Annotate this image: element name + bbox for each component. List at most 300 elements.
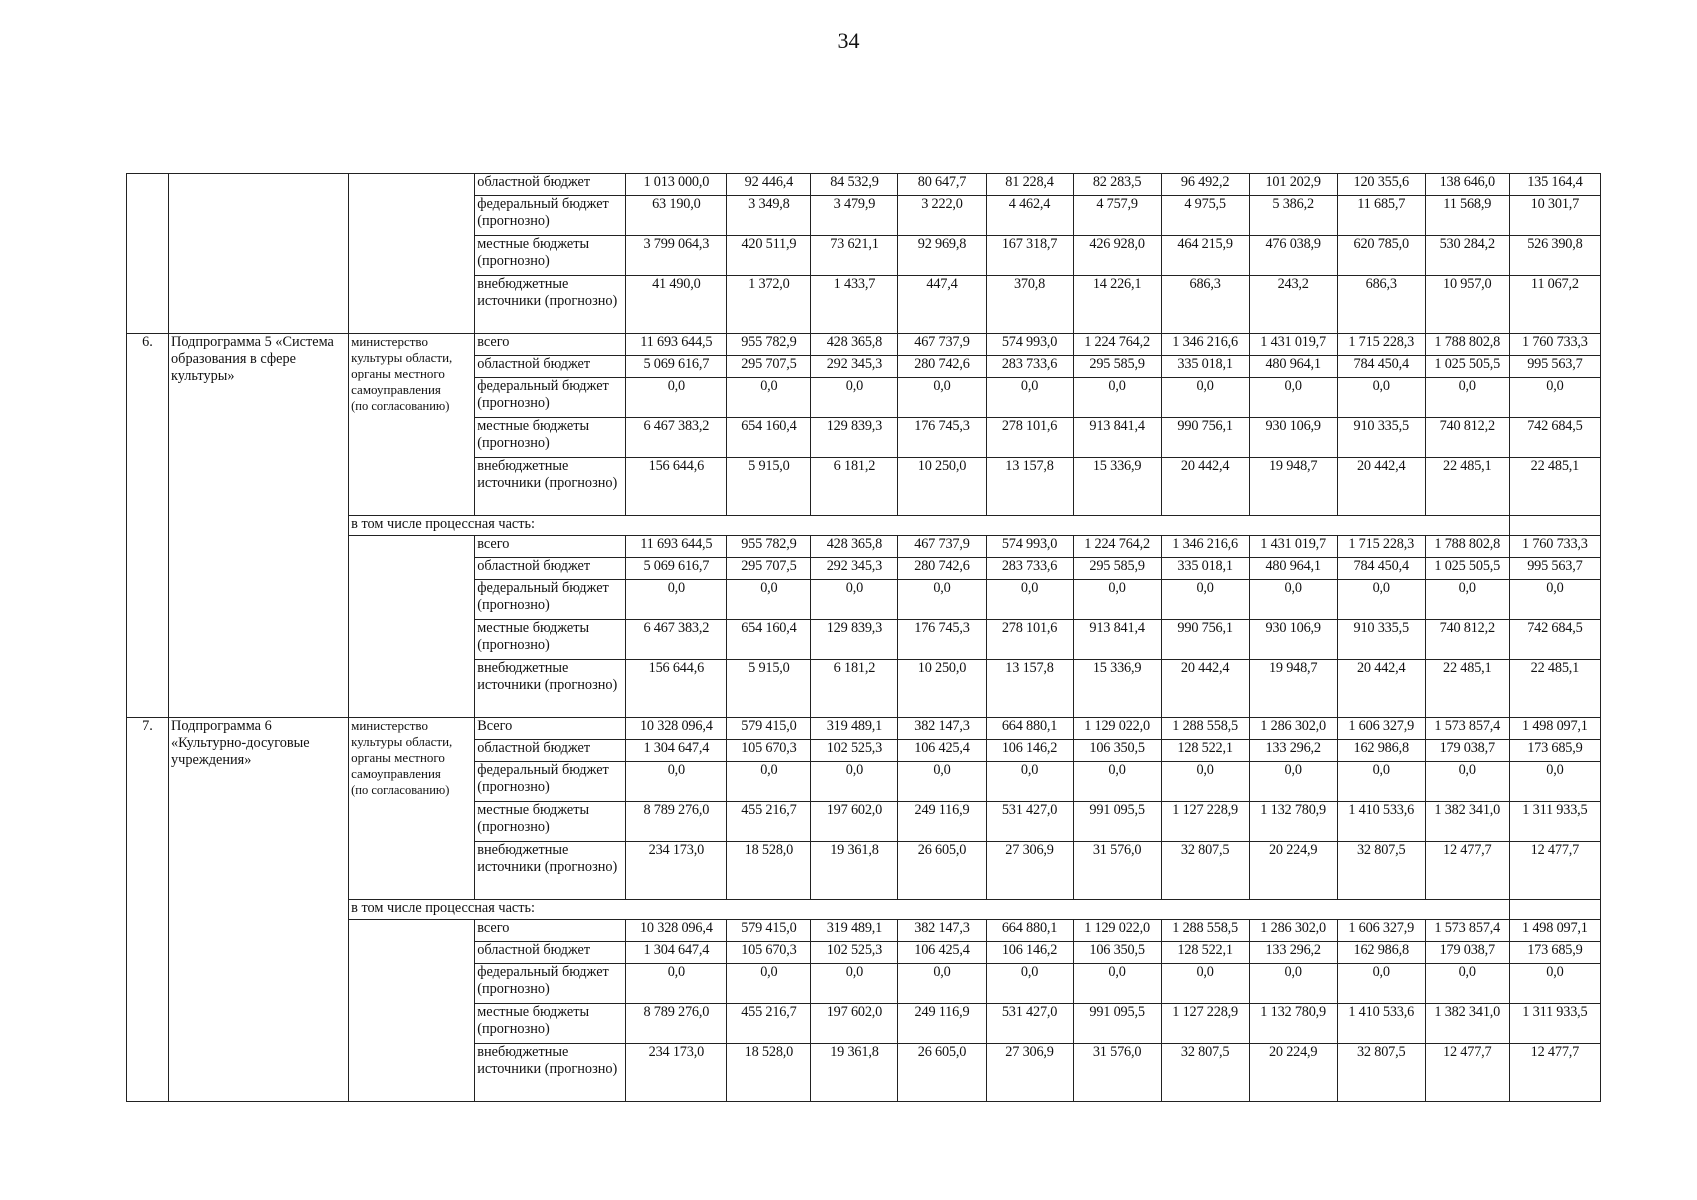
amount-cell: 1 498 097,1: [1509, 920, 1600, 942]
amount-cell: 18 528,0: [727, 1044, 811, 1102]
amount-cell: 133 296,2: [1249, 942, 1337, 964]
amount-cell: 455 216,7: [727, 802, 811, 842]
amount-cell: 0,0: [727, 378, 811, 418]
amount-cell: 1 025 505,5: [1425, 558, 1509, 580]
amount-cell: 12 477,7: [1509, 842, 1600, 900]
number-cell: [127, 174, 169, 334]
amount-cell: 1 132 780,9: [1249, 1004, 1337, 1044]
amount-cell: 31 576,0: [1073, 842, 1161, 900]
amount-cell: 1 606 327,9: [1337, 920, 1425, 942]
amount-cell: 0,0: [1509, 964, 1600, 1004]
amount-cell: 19 361,8: [811, 842, 898, 900]
amount-cell: 0,0: [626, 580, 727, 620]
amount-cell: 14 226,1: [1073, 276, 1161, 334]
funding-source-label: областной бюджет: [475, 740, 626, 762]
amount-cell: 129 839,3: [811, 620, 898, 660]
amount-cell: 0,0: [1425, 762, 1509, 802]
amount-cell: 1 025 505,5: [1425, 356, 1509, 378]
amount-cell: 12 477,7: [1425, 842, 1509, 900]
amount-cell: 8 789 276,0: [626, 1004, 727, 1044]
amount-cell: 420 511,9: [727, 236, 811, 276]
amount-cell: 1 132 780,9: [1249, 802, 1337, 842]
amount-cell: 476 038,9: [1249, 236, 1337, 276]
amount-cell: 27 306,9: [986, 842, 1073, 900]
budget-table: [126, 173, 1601, 1102]
amount-cell: 740 812,2: [1425, 418, 1509, 458]
amount-cell: 106 350,5: [1073, 942, 1161, 964]
amount-cell: 5 069 616,7: [626, 558, 727, 580]
amount-cell: 0,0: [1509, 580, 1600, 620]
amount-cell: 106 146,2: [986, 942, 1073, 964]
amount-cell: 990 756,1: [1161, 418, 1249, 458]
amount-cell: 278 101,6: [986, 418, 1073, 458]
amount-cell: 280 742,6: [898, 356, 986, 378]
amount-cell: 8 789 276,0: [626, 802, 727, 842]
amount-cell: 128 522,1: [1161, 942, 1249, 964]
amount-cell: 32 807,5: [1337, 842, 1425, 900]
amount-cell: 0,0: [898, 378, 986, 418]
amount-cell: 0,0: [1249, 580, 1337, 620]
amount-cell: 382 147,3: [898, 920, 986, 942]
amount-cell: 0,0: [727, 762, 811, 802]
amount-cell: 80 647,7: [898, 174, 986, 196]
funding-source-label: внебюджетные источники (прогнозно): [475, 1044, 626, 1102]
amount-cell: 0,0: [811, 762, 898, 802]
amount-cell: 0,0: [986, 580, 1073, 620]
amount-cell: 447,4: [898, 276, 986, 334]
funding-source-label: федеральный бюджет (прогнозно): [475, 762, 626, 802]
amount-cell: 1 431 019,7: [1249, 536, 1337, 558]
amount-cell: 1 606 327,9: [1337, 718, 1425, 740]
amount-cell: 15 336,9: [1073, 458, 1161, 516]
amount-cell: 930 106,9: [1249, 418, 1337, 458]
amount-cell: 319 489,1: [811, 920, 898, 942]
amount-cell: 128 522,1: [1161, 740, 1249, 762]
amount-cell: 0,0: [811, 378, 898, 418]
funding-source-label: местные бюджеты (прогнозно): [475, 620, 626, 660]
amount-cell: 11 693 644,5: [626, 536, 727, 558]
amount-cell: 32 807,5: [1337, 1044, 1425, 1102]
funding-source-label: внебюджетные источники (прогнозно): [475, 276, 626, 334]
executor-cell-empty: [349, 536, 475, 718]
amount-cell: 913 841,4: [1073, 620, 1161, 660]
executor-note: (по согласованию): [351, 783, 450, 797]
amount-cell: 0,0: [811, 580, 898, 620]
row-number: 6.: [127, 334, 169, 718]
funding-source-label: местные бюджеты (прогнозно): [475, 1004, 626, 1044]
amount-cell: 955 782,9: [727, 334, 811, 356]
funding-source-label: федеральный бюджет (прогнозно): [475, 378, 626, 418]
amount-cell: 455 216,7: [727, 1004, 811, 1044]
amount-cell: 480 964,1: [1249, 356, 1337, 378]
amount-cell: 426 928,0: [1073, 236, 1161, 276]
amount-cell: 26 605,0: [898, 842, 986, 900]
amount-cell: 0,0: [1249, 964, 1337, 1004]
amount-cell: 81 228,4: [986, 174, 1073, 196]
row-number: 7.: [127, 718, 169, 1102]
amount-cell: 1 410 533,6: [1337, 802, 1425, 842]
funding-source-label: областной бюджет: [475, 942, 626, 964]
amount-cell: 686,3: [1337, 276, 1425, 334]
executor-cell-empty: [349, 920, 475, 1102]
amount-cell: 995 563,7: [1509, 356, 1600, 378]
amount-cell: 1 760 733,3: [1509, 334, 1600, 356]
amount-cell: 1 498 097,1: [1509, 718, 1600, 740]
executor-name: министерство культуры области, органы местного самоуправления: [351, 334, 453, 397]
amount-cell: 0,0: [1161, 378, 1249, 418]
amount-cell: 20 442,4: [1161, 660, 1249, 718]
amount-cell: 910 335,5: [1337, 418, 1425, 458]
amount-cell: 4 462,4: [986, 196, 1073, 236]
amount-cell: 686,3: [1161, 276, 1249, 334]
amount-cell: 3 799 064,3: [626, 236, 727, 276]
amount-cell: 0,0: [898, 762, 986, 802]
amount-cell: 1 760 733,3: [1509, 536, 1600, 558]
amount-cell: 1 286 302,0: [1249, 718, 1337, 740]
amount-cell: 0,0: [1509, 378, 1600, 418]
executor-note: (по согласованию): [351, 399, 450, 413]
process-part-label: в том числе процессная часть:: [349, 516, 1510, 536]
amount-cell: 101 202,9: [1249, 174, 1337, 196]
amount-cell: 531 427,0: [986, 1004, 1073, 1044]
amount-cell: 1 573 857,4: [1425, 718, 1509, 740]
amount-cell: 249 116,9: [898, 802, 986, 842]
amount-cell: 176 745,3: [898, 418, 986, 458]
amount-cell: 0,0: [1161, 762, 1249, 802]
amount-cell: 22 485,1: [1509, 458, 1600, 516]
amount-cell: 1 304 647,4: [626, 942, 727, 964]
amount-cell: 0,0: [1073, 964, 1161, 1004]
subprogram-cell: [169, 174, 349, 334]
amount-cell: 0,0: [626, 762, 727, 802]
amount-cell: 1 382 341,0: [1425, 1004, 1509, 1044]
amount-cell: 129 839,3: [811, 418, 898, 458]
amount-cell: 5 915,0: [727, 458, 811, 516]
amount-cell: 784 450,4: [1337, 558, 1425, 580]
amount-cell: 173 685,9: [1509, 942, 1600, 964]
amount-cell: 6 467 383,2: [626, 620, 727, 660]
amount-cell: 740 812,2: [1425, 620, 1509, 660]
amount-cell: 6 467 383,2: [626, 418, 727, 458]
process-part-label: в том числе процессная часть:: [349, 900, 1510, 920]
amount-cell: 133 296,2: [1249, 740, 1337, 762]
funding-source-label: местные бюджеты (прогнозно): [475, 418, 626, 458]
amount-cell: 1 288 558,5: [1161, 920, 1249, 942]
amount-cell: 319 489,1: [811, 718, 898, 740]
funding-source-label: Всего: [475, 718, 626, 740]
amount-cell: 530 284,2: [1425, 236, 1509, 276]
amount-cell: 0,0: [1425, 378, 1509, 418]
amount-cell: 620 785,0: [1337, 236, 1425, 276]
amount-cell: 1 372,0: [727, 276, 811, 334]
amount-cell: 1 013 000,0: [626, 174, 727, 196]
amount-cell: 162 986,8: [1337, 942, 1425, 964]
amount-cell: 167 318,7: [986, 236, 1073, 276]
amount-cell: 1 129 022,0: [1073, 718, 1161, 740]
amount-cell: 990 756,1: [1161, 620, 1249, 660]
amount-cell: 428 365,8: [811, 334, 898, 356]
amount-cell: 910 335,5: [1337, 620, 1425, 660]
amount-cell: 1 573 857,4: [1425, 920, 1509, 942]
amount-cell: 0,0: [1249, 378, 1337, 418]
amount-cell: 0,0: [626, 964, 727, 1004]
amount-cell: 135 164,4: [1509, 174, 1600, 196]
funding-source-label: областной бюджет: [475, 356, 626, 378]
amount-cell: 428 365,8: [811, 536, 898, 558]
amount-cell: 92 969,8: [898, 236, 986, 276]
amount-cell: 295 707,5: [727, 558, 811, 580]
amount-cell: 579 415,0: [727, 718, 811, 740]
amount-cell: 1 127 228,9: [1161, 1004, 1249, 1044]
amount-cell: 10 250,0: [898, 660, 986, 718]
amount-cell: 162 986,8: [1337, 740, 1425, 762]
amount-cell: 4 757,9: [1073, 196, 1161, 236]
amount-cell: 102 525,3: [811, 942, 898, 964]
amount-cell: 179 038,7: [1425, 740, 1509, 762]
amount-cell: 0,0: [1249, 762, 1337, 802]
amount-cell: 92 446,4: [727, 174, 811, 196]
amount-cell: 0,0: [1337, 580, 1425, 620]
amount-cell: 480 964,1: [1249, 558, 1337, 580]
amount-cell: 0,0: [727, 964, 811, 1004]
executor-name: министерство культуры области, органы местного самоуправления: [351, 718, 453, 781]
funding-source-label: областной бюджет: [475, 558, 626, 580]
amount-cell: 6 181,2: [811, 660, 898, 718]
executor-cell: [349, 174, 475, 334]
amount-cell: 102 525,3: [811, 740, 898, 762]
amount-cell: 234 173,0: [626, 842, 727, 900]
amount-cell: 0,0: [1337, 964, 1425, 1004]
amount-cell: 3 222,0: [898, 196, 986, 236]
amount-cell: 19 948,7: [1249, 458, 1337, 516]
amount-cell: 991 095,5: [1073, 1004, 1161, 1044]
amount-cell: 955 782,9: [727, 536, 811, 558]
amount-cell: 1 382 341,0: [1425, 802, 1509, 842]
amount-cell: 283 733,6: [986, 356, 1073, 378]
amount-cell: 10 957,0: [1425, 276, 1509, 334]
amount-cell: 0,0: [1337, 762, 1425, 802]
amount-cell: 82 283,5: [1073, 174, 1161, 196]
amount-cell: 10 301,7: [1509, 196, 1600, 236]
amount-cell: 1 224 764,2: [1073, 334, 1161, 356]
amount-cell: 0,0: [1073, 762, 1161, 802]
funding-source-label: внебюджетные источники (прогнозно): [475, 458, 626, 516]
table-row: [127, 174, 1601, 196]
amount-cell: 73 621,1: [811, 236, 898, 276]
empty-cell: [1509, 900, 1600, 920]
table-row: [127, 334, 1601, 356]
amount-cell: 173 685,9: [1509, 740, 1600, 762]
amount-cell: 106 425,4: [898, 740, 986, 762]
amount-cell: 106 425,4: [898, 942, 986, 964]
amount-cell: 991 095,5: [1073, 802, 1161, 842]
amount-cell: 41 490,0: [626, 276, 727, 334]
amount-cell: 4 975,5: [1161, 196, 1249, 236]
funding-source-label: местные бюджеты (прогнозно): [475, 802, 626, 842]
amount-cell: 20 442,4: [1161, 458, 1249, 516]
amount-cell: 63 190,0: [626, 196, 727, 236]
amount-cell: 1 715 228,3: [1337, 536, 1425, 558]
amount-cell: 11 693 644,5: [626, 334, 727, 356]
amount-cell: 15 336,9: [1073, 660, 1161, 718]
amount-cell: 3 479,9: [811, 196, 898, 236]
amount-cell: 1 127 228,9: [1161, 802, 1249, 842]
amount-cell: 1 304 647,4: [626, 740, 727, 762]
amount-cell: 106 146,2: [986, 740, 1073, 762]
amount-cell: 335 018,1: [1161, 558, 1249, 580]
amount-cell: 292 345,3: [811, 558, 898, 580]
amount-cell: 18 528,0: [727, 842, 811, 900]
amount-cell: 742 684,5: [1509, 418, 1600, 458]
amount-cell: 0,0: [986, 762, 1073, 802]
amount-cell: 10 250,0: [898, 458, 986, 516]
amount-cell: 0,0: [1161, 580, 1249, 620]
executor-cell: [349, 334, 475, 516]
amount-cell: 467 737,9: [898, 334, 986, 356]
amount-cell: 1 410 533,6: [1337, 1004, 1425, 1044]
amount-cell: 179 038,7: [1425, 942, 1509, 964]
amount-cell: 1 224 764,2: [1073, 536, 1161, 558]
amount-cell: 20 224,9: [1249, 842, 1337, 900]
amount-cell: 20 442,4: [1337, 660, 1425, 718]
funding-source-label: внебюджетные источники (прогнозно): [475, 660, 626, 718]
amount-cell: 20 442,4: [1337, 458, 1425, 516]
amount-cell: 3 349,8: [727, 196, 811, 236]
amount-cell: 0,0: [1161, 964, 1249, 1004]
amount-cell: 295 585,9: [1073, 558, 1161, 580]
amount-cell: 105 670,3: [727, 740, 811, 762]
funding-source-label: местные бюджеты (прогнозно): [475, 236, 626, 276]
funding-source-label: внебюджетные источники (прогнозно): [475, 842, 626, 900]
table-row: [127, 718, 1601, 740]
amount-cell: 664 880,1: [986, 718, 1073, 740]
amount-cell: 234 173,0: [626, 1044, 727, 1102]
amount-cell: 13 157,8: [986, 660, 1073, 718]
amount-cell: 382 147,3: [898, 718, 986, 740]
funding-source-label: федеральный бюджет (прогнозно): [475, 580, 626, 620]
amount-cell: 197 602,0: [811, 802, 898, 842]
amount-cell: 32 807,5: [1161, 1044, 1249, 1102]
amount-cell: 5 915,0: [727, 660, 811, 718]
amount-cell: 12 477,7: [1425, 1044, 1509, 1102]
amount-cell: 531 427,0: [986, 802, 1073, 842]
amount-cell: 930 106,9: [1249, 620, 1337, 660]
amount-cell: 1 129 022,0: [1073, 920, 1161, 942]
amount-cell: 526 390,8: [1509, 236, 1600, 276]
amount-cell: 138 646,0: [1425, 174, 1509, 196]
amount-cell: 22 485,1: [1509, 660, 1600, 718]
amount-cell: 22 485,1: [1425, 458, 1509, 516]
amount-cell: 0,0: [727, 580, 811, 620]
amount-cell: 0,0: [1425, 580, 1509, 620]
amount-cell: 280 742,6: [898, 558, 986, 580]
amount-cell: 0,0: [811, 964, 898, 1004]
funding-source-label: всего: [475, 536, 626, 558]
amount-cell: 176 745,3: [898, 620, 986, 660]
amount-cell: 32 807,5: [1161, 842, 1249, 900]
amount-cell: 1 788 802,8: [1425, 536, 1509, 558]
funding-source-label: всего: [475, 920, 626, 942]
funding-source-label: федеральный бюджет (прогнозно): [475, 196, 626, 236]
amount-cell: 1 346 216,6: [1161, 334, 1249, 356]
amount-cell: 31 576,0: [1073, 1044, 1161, 1102]
amount-cell: 0,0: [986, 964, 1073, 1004]
amount-cell: 0,0: [986, 378, 1073, 418]
amount-cell: 0,0: [898, 580, 986, 620]
amount-cell: 295 707,5: [727, 356, 811, 378]
amount-cell: 1 433,7: [811, 276, 898, 334]
amount-cell: 1 715 228,3: [1337, 334, 1425, 356]
amount-cell: 27 306,9: [986, 1044, 1073, 1102]
amount-cell: 1 311 933,5: [1509, 1004, 1600, 1044]
amount-cell: 10 328 096,4: [626, 718, 727, 740]
amount-cell: 243,2: [1249, 276, 1337, 334]
amount-cell: 84 532,9: [811, 174, 898, 196]
amount-cell: 654 160,4: [727, 620, 811, 660]
amount-cell: 913 841,4: [1073, 418, 1161, 458]
amount-cell: 0,0: [898, 964, 986, 1004]
amount-cell: 0,0: [1425, 964, 1509, 1004]
amount-cell: 335 018,1: [1161, 356, 1249, 378]
amount-cell: 995 563,7: [1509, 558, 1600, 580]
amount-cell: 105 670,3: [727, 942, 811, 964]
amount-cell: 574 993,0: [986, 536, 1073, 558]
amount-cell: 13 157,8: [986, 458, 1073, 516]
amount-cell: 654 160,4: [727, 418, 811, 458]
amount-cell: 0,0: [1509, 762, 1600, 802]
amount-cell: 742 684,5: [1509, 620, 1600, 660]
amount-cell: 295 585,9: [1073, 356, 1161, 378]
amount-cell: 156 644,6: [626, 660, 727, 718]
amount-cell: 20 224,9: [1249, 1044, 1337, 1102]
amount-cell: 370,8: [986, 276, 1073, 334]
empty-cell: [1509, 516, 1600, 536]
funding-source-label: федеральный бюджет (прогнозно): [475, 964, 626, 1004]
amount-cell: 11 685,7: [1337, 196, 1425, 236]
amount-cell: 96 492,2: [1161, 174, 1249, 196]
amount-cell: 574 993,0: [986, 334, 1073, 356]
funding-source-label: всего: [475, 334, 626, 356]
executor-cell: [349, 718, 475, 900]
amount-cell: 26 605,0: [898, 1044, 986, 1102]
amount-cell: 106 350,5: [1073, 740, 1161, 762]
amount-cell: 249 116,9: [898, 1004, 986, 1044]
amount-cell: 5 386,2: [1249, 196, 1337, 236]
amount-cell: 0,0: [1337, 378, 1425, 418]
amount-cell: 283 733,6: [986, 558, 1073, 580]
amount-cell: 19 361,8: [811, 1044, 898, 1102]
amount-cell: 22 485,1: [1425, 660, 1509, 718]
amount-cell: 6 181,2: [811, 458, 898, 516]
amount-cell: 19 948,7: [1249, 660, 1337, 718]
amount-cell: 10 328 096,4: [626, 920, 727, 942]
funding-source-label: областной бюджет: [475, 174, 626, 196]
amount-cell: 11 067,2: [1509, 276, 1600, 334]
amount-cell: 1 288 558,5: [1161, 718, 1249, 740]
amount-cell: 784 450,4: [1337, 356, 1425, 378]
amount-cell: 292 345,3: [811, 356, 898, 378]
amount-cell: 0,0: [1073, 378, 1161, 418]
amount-cell: 1 311 933,5: [1509, 802, 1600, 842]
amount-cell: 1 286 302,0: [1249, 920, 1337, 942]
subprogram-name: Подпрограмма 5 «Система образования в сфере культуры»: [169, 334, 349, 718]
amount-cell: 0,0: [1073, 580, 1161, 620]
amount-cell: 579 415,0: [727, 920, 811, 942]
amount-cell: 1 788 802,8: [1425, 334, 1509, 356]
amount-cell: 1 431 019,7: [1249, 334, 1337, 356]
amount-cell: 467 737,9: [898, 536, 986, 558]
page-number: 34: [837, 28, 860, 53]
